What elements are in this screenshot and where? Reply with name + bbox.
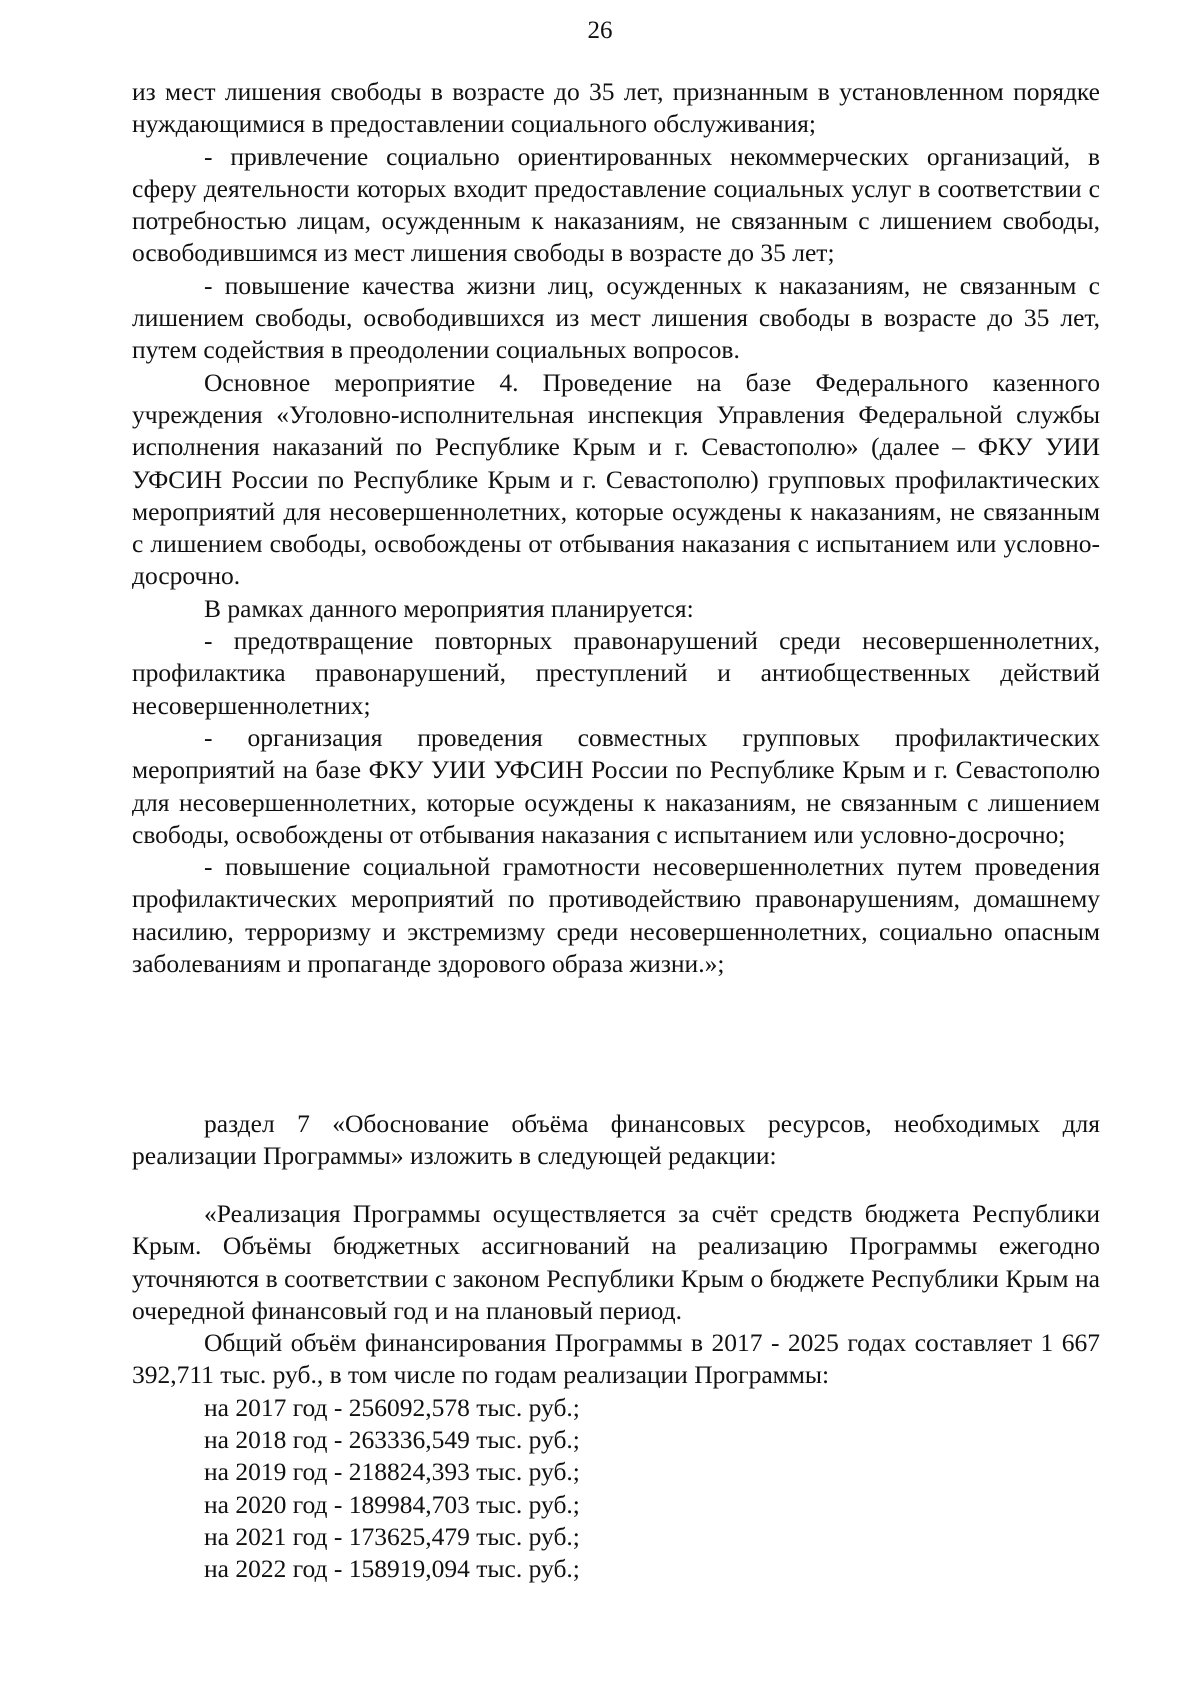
- body-text-bottom: [132, 1198, 1100, 1586]
- list-item: на 2019 год - 218824,393 тыс. руб.;: [204, 1457, 580, 1487]
- paragraph: из мест лишения свободы в возрасте до 35 лет, признанным в установленном порядке нуждающимися в предоставлении социального обслуживания;: [132, 77, 1100, 139]
- paragraph: - повышение социальной грамотности несовершеннолетних путем проведения профилактических мероприятий по противодействию правонарушениям, домашнему насилию, терроризму и экстремизму среди несовершеннолетних, социально опасным заболеваниям и пропаганде здорового образа жизни.»;: [132, 852, 1100, 979]
- paragraph: - повышение качества жизни лиц, осужденных к наказаниям, не связанным с лишением свободы, освободившихся из мест лишения свободы в возрасте до 35 лет, путем содействия в преодолении социальных вопросов.: [132, 270, 1100, 365]
- paragraph: В рамках данного мероприятия планируется:: [204, 593, 694, 623]
- list-item: на 2018 год - 263336,549 тыс. руб.;: [204, 1425, 580, 1455]
- list-item: на 2021 год - 173625,479 тыс. руб.;: [204, 1521, 580, 1551]
- section-intro: раздел 7 «Обоснование объёма финансовых ресурсов, необходимых для реализации Программы» изложить в следующей редакции:: [132, 1109, 1100, 1171]
- list-item: на 2017 год - 256092,578 тыс. руб.;: [204, 1392, 580, 1422]
- page-number: 26: [587, 17, 613, 44]
- body-text-top: [132, 76, 1100, 980]
- list-item: на 2022 год - 158919,094 тыс. руб.;: [204, 1554, 580, 1584]
- paragraph: - предотвращение повторных правонарушений среди несовершеннолетних, профилактика правонарушений, преступлений и антиобщественных действий несовершеннолетних;: [132, 626, 1100, 720]
- paragraph: Общий объём финансирования Программы в 2017 - 2025 годах составляет 1 667 392,711 тыс. руб., в том числе по годам реализации Программы:: [132, 1328, 1100, 1390]
- paragraph: - организация проведения совместных групповых профилактических мероприятий на базе ФКУ УИИ УФСИН России по Республике Крым и г. Севастополю для несовершеннолетних, которые осуждены к наказаниям, не связанным с лишением свободы, освобождены от отбывания наказания с испытанием или условно-досрочно;: [132, 722, 1100, 849]
- funding-by-year-list: [132, 1392, 1100, 1586]
- section-intro-block: [132, 1108, 1100, 1173]
- paragraph: «Реализация Программы осуществляется за счёт средств бюджета Республики Крым. Объёмы бюджетных ассигнований на реализацию Программы ежегодно уточняются в соответствии с законом Республики Крым о бюджете Республики Крым на очередной финансовый год и на плановый период.: [132, 1199, 1100, 1325]
- paragraph: Основное мероприятие 4. Проведение на базе Федерального казенного учреждения «Уголовно-исполнительная инспекция Управления Федеральной службы исполнения наказаний по Республике Крым и г. Севастополю» (далее – ФКУ УИИ УФСИН России по Республике Крым и г. Севастополю) групповых профилактических мероприятий для несовершеннолетних, которые осуждены к наказаниям, не связанным с лишением свободы, освобождены от отбывания наказания с испытанием или условно-досрочно.: [132, 367, 1100, 591]
- list-item: на 2020 год - 189984,703 тыс. руб.;: [204, 1489, 580, 1519]
- paragraph: - привлечение социально ориентированных некоммерческих организаций, в сферу деятельности которых входит предоставление социальных услуг в соответствии с потребностью лицам, осужденным к наказаниям, не связанным с лишением свободы, освободившимся из мест лишения свободы в возрасте до 35 лет;: [132, 141, 1100, 268]
